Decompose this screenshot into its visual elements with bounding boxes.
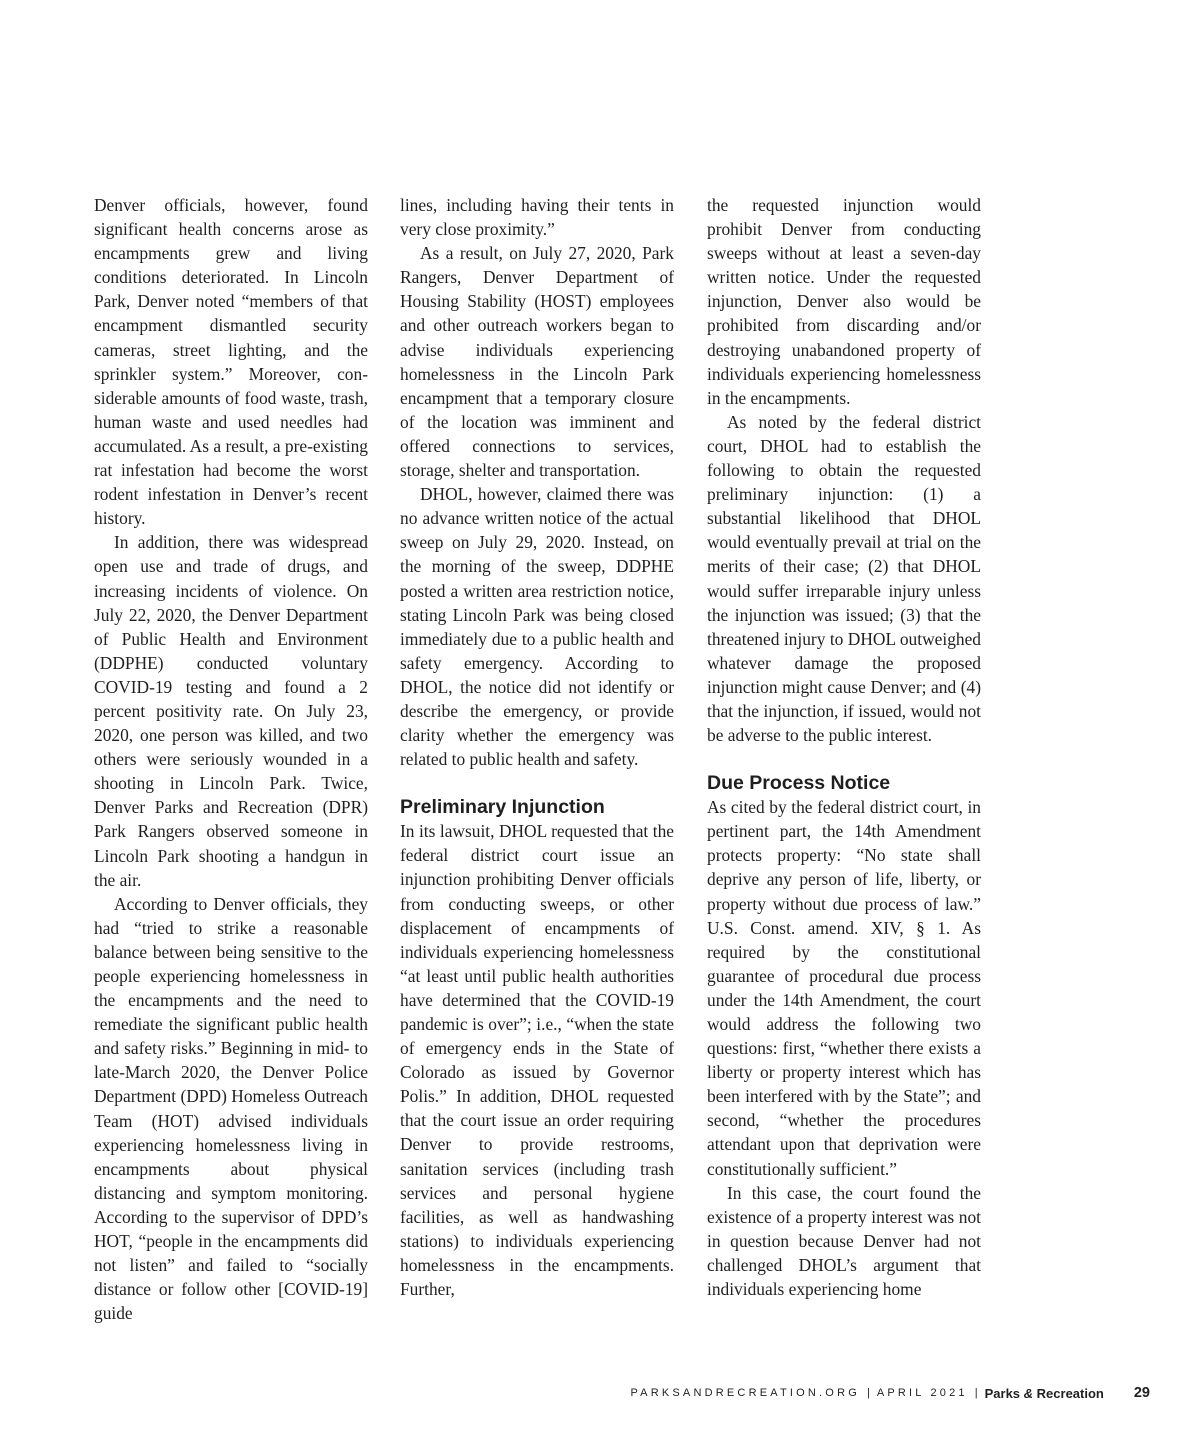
article-column-2 [400,193,674,1301]
footer-date: APRIL 2021 [876,1387,968,1399]
footer-website: PARKSANDRECREATION.ORG [630,1387,860,1399]
body-paragraph: DHOL, however, claimed there was no advance written notice of the actual sweep on July 29, 2020. Instead, on the morning of the sweep, DDPHE posted a written area restriction notice, stating Lincoln Park was being closed immediately due to a public health and safety emergency. According to DHOL, the notice did not identify or describe the emergency, or provide clarity whether the emergency was related to public health and safety. [400,484,674,770]
body-paragraph: As a result, on July 27, 2020, Park Rangers, Denver Department of Housing Stability (HOST) employees and other outreach workers began to advise individuals experiencing homelessness in the Lincoln Park encampment that a temporary closure of the location was imminent and offered connections to services, storage, shelter and transportation. [400,243,674,481]
magazine-title-part: Parks [984,1385,1024,1401]
body-paragraph: In this case, the court found the existence of a property interest was not in question because Denver had not challenged DHOL’s argument that individuals experiencing home [707,1182,981,1300]
footer-magazine-title [985,1386,1104,1401]
article-column-1 [94,193,368,1325]
magazine-title-ampersand: & [1023,1385,1034,1401]
page-number: 29 [1133,1385,1150,1401]
footer-separator: | [866,1387,870,1399]
body-paragraph: lines, including having their tents in very close proximity.” [400,195,674,240]
body-paragraph: In its lawsuit, DHOL requested that the federal district court issue an injunction prohibiting Denver officials from conducting sweeps, or other displacement of encampments of individuals experiencing homelessness “at least until public health authorities have determined that the COVID-19 pandemic is over”; i.e., “when the state of emergency ends in the State of Colorado as issued by Governor Polis.” In addition, DHOL requested that the court issue an order requiring Denver to provide restrooms, sanitation services (including trash services and personal hygiene facilities, as well as handwashing stations) to individuals experiencing homelessness in the encampments. Further, [400,821,674,1300]
section-heading: Preliminary Injunction [400,796,605,819]
body-paragraph: According to Denver officials, they had “tried to strike a reasonable balance between being sensitive to the people experiencing homelessness in the encampments and the need to remediate the significant public health and safety risks.” Beginning in mid- to late-March 2020, the Denver Police Department (DPD) Homeless Outreach Team (HOT) advised individuals experiencing homelessness living in encampments about physical distancing and symptom monitoring. According to the supervisor of DPD’s HOT, “people in the encampments did not listen” and failed to “socially distance or follow other [COVID-19] guide [94,893,368,1324]
section-heading: Due Process Notice [707,772,891,795]
body-paragraph: the requested injunction would prohibit Denver from conducting sweeps without at least a seven-day written notice. Under the requested injunction, Denver also would be prohibited from discarding and/or destroying unabandoned property of individuals experiencing homelessness in the encampments. [707,195,981,408]
body-paragraph: In addition, there was widespread open use and trade of drugs, and increasing incidents of violence. On July 22, 2020, the Denver Department of Public Health and Environment (DDPHE) conducted voluntary COVID-19 testing and found a 2 percent positivity rate. On July 23, 2020, one person was killed, and two others were seriously wounded in a shooting in Lincoln Park. Twice, Denver Parks and Recreation (DPR) Park Rangers observed someone in Lincoln Park shooting a handgun in the air. [94,532,368,890]
body-paragraph: As noted by the federal district court, DHOL had to establish the following to obtain the requested preliminary injunction: (1) a substantial likelihood that DHOL would eventually prevail at trial on the merits of their case; (2) that DHOL would suffer irreparable injury unless the injunction was issued; (3) that the threatened injury to DHOL outweighed whatever damage the proposed injunction might cause Denver; and (4) that the injunction, if issued, would not be adverse to the public interest. [707,411,981,746]
magazine-title-part: Recreation [1033,1385,1104,1401]
body-paragraph: Denver officials, however, found significant health concerns arose as encampments grew and living conditions deteriorated. In Lincoln Park, Denver noted “members of that encampment dismantled security cameras, street lighting, and the sprinkler system.” Moreover, considerable amounts of food waste, trash, human waste and used needles had accumulated. As a result, a pre-existing rat infestation had become the worst rodent infestation in Denver’s recent history. [94,195,368,529]
body-paragraph: As cited by the federal district court, in pertinent part, the 14th Amendment protects property: “No state shall deprive any person of life, liberty, or property without due process of law.” U.S. Const. amend. XIV, § 1. As required by the constitutional guarantee of procedural due process under the 14th Amendment, the court would address the following two questions: first, “whether there exists a liberty or property interest which has been interfered with by the State”; and second, “whether the procedures attendant upon that deprivation were constitutionally sufficient.” [707,797,981,1179]
page-footer [630,1383,1150,1403]
article-column-3 [707,193,981,1301]
footer-separator: | [974,1387,978,1399]
